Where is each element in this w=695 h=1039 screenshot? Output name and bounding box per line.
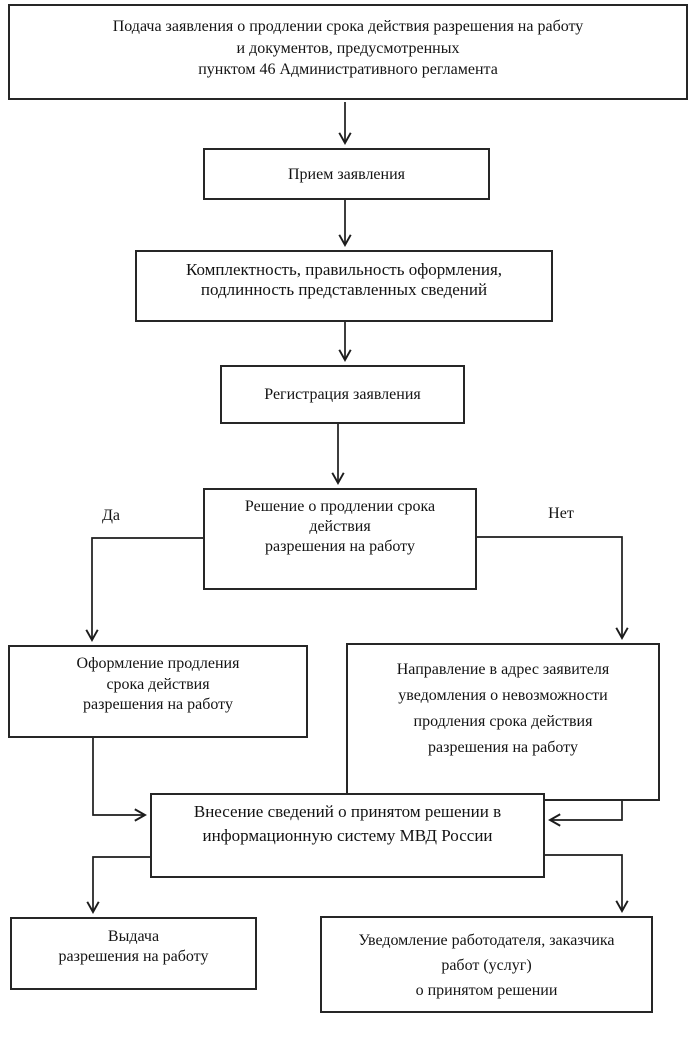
box-text-line: Регистрация заявления bbox=[264, 386, 421, 403]
box-text-line: разрешения на работу bbox=[265, 538, 415, 555]
flow-box-extension-decision bbox=[203, 488, 477, 590]
connector-decision-yes bbox=[92, 538, 203, 640]
box-text-line: и документов, предусмотренных bbox=[236, 39, 460, 57]
connector-record-issue bbox=[93, 857, 151, 912]
box-text-line: разрешения на работу bbox=[83, 696, 233, 713]
box-text-line: пунктом 46 Административного регламента bbox=[198, 61, 498, 78]
flow-box-submit-application bbox=[8, 4, 688, 100]
box-text-line: срока действия bbox=[106, 675, 210, 693]
box-text-line: уведомления о невозможности bbox=[398, 687, 608, 704]
flow-box-issue-extension bbox=[8, 645, 308, 738]
flow-box-register-application bbox=[220, 365, 465, 424]
flow-box-accept-application bbox=[203, 148, 490, 200]
box-text-line: Комплектность, правильность оформления, bbox=[185, 260, 503, 279]
box-text-line: Внесение сведений о принятом решении в bbox=[193, 802, 502, 821]
flow-box-issue-permit bbox=[10, 917, 257, 990]
flow-box-notify-employer bbox=[320, 916, 653, 1013]
connector-decision-no bbox=[477, 537, 622, 638]
box-text-line: разрешения на работу bbox=[58, 948, 209, 965]
connector-record-employer bbox=[545, 855, 622, 911]
box-text-line: Подача заявления о продлении срока действия разрешения на работу bbox=[112, 18, 584, 35]
box-text-line: Решение о продлении срока bbox=[244, 498, 436, 515]
box-text-line: Оформление продления bbox=[76, 655, 240, 672]
branch-label-no: Нет bbox=[548, 505, 574, 522]
box-text-line: разрешения на работу bbox=[428, 739, 578, 756]
box-text-line: Выдача bbox=[107, 928, 160, 945]
box-text-line: Прием заявления bbox=[287, 165, 406, 183]
box-text-line: действия bbox=[309, 518, 371, 535]
box-text-line: Направление в адрес заявителя bbox=[396, 661, 610, 678]
box-text-line: информационную систему МВД России bbox=[202, 826, 493, 845]
box-text-line: работ (услуг) bbox=[441, 957, 532, 974]
flow-box-refusal-notice bbox=[346, 643, 660, 801]
box-text-line: Уведомление работодателя, заказчика bbox=[358, 932, 615, 949]
box-text-line: подлинность представленных сведений bbox=[200, 280, 488, 299]
flow-box-record-decision bbox=[150, 793, 545, 878]
connector-extend-record bbox=[93, 738, 145, 815]
connector-refusal-record bbox=[550, 801, 622, 820]
branch-label-yes: Да bbox=[101, 507, 120, 524]
box-text-line: продления срока действия bbox=[413, 713, 593, 730]
box-text-line: о принятом решении bbox=[415, 982, 558, 999]
flow-box-completeness-check bbox=[135, 250, 553, 322]
